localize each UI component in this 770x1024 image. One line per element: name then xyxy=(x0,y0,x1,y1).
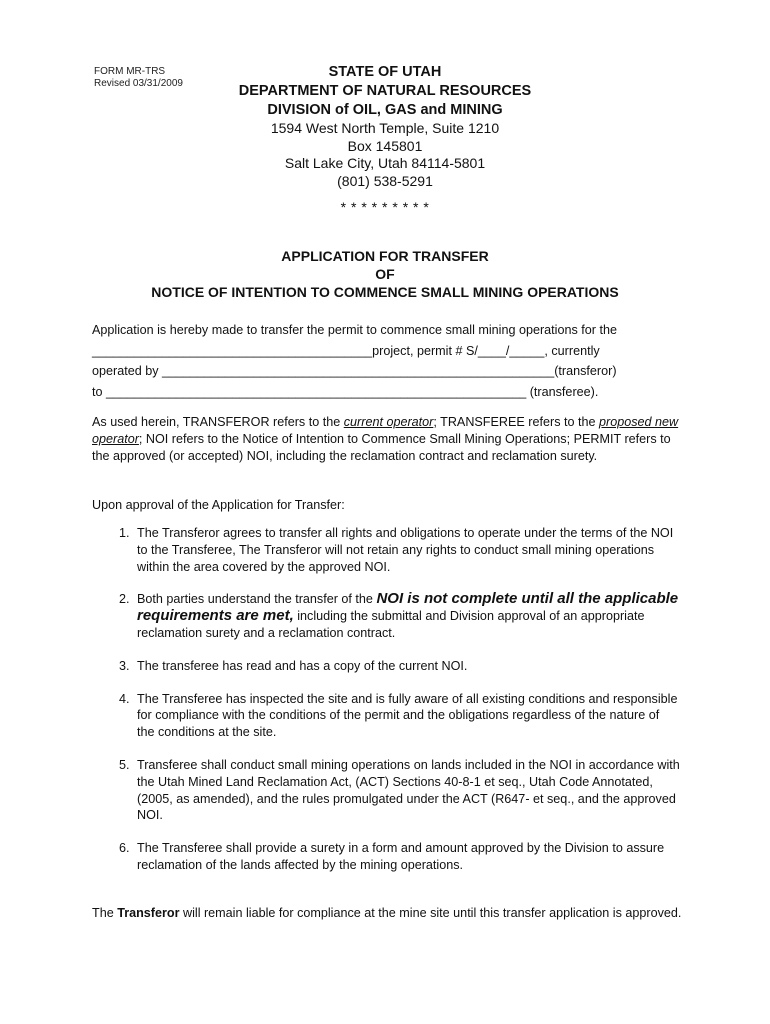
item-text: The Transferor agrees to transfer all rights and obligations to operate under the terms of the NOI to the Transferee, The Transferor will not retain any rights to conduct small mining operations within the area covered by the approved NOI. xyxy=(137,526,674,574)
item-number: 6. xyxy=(119,841,130,856)
department-name: DEPARTMENT OF NATURAL RESOURCES xyxy=(238,83,532,99)
division-name: DIVISION of OIL, GAS and MINING xyxy=(267,102,503,118)
definitions-text-1: As used herein, TRANSFEROR refers to the xyxy=(92,415,344,429)
item-number: 1. xyxy=(119,526,130,540)
transferor-term: Transferor xyxy=(117,906,180,920)
form-revision-date: Revised 03/31/2009 xyxy=(94,78,183,89)
item-text: The Transferee shall provide a surety in a form and amount approved by the Division to assure reclamation of the lands affected by the mining operations. xyxy=(137,841,665,872)
intro-line-transferor[interactable]: operated by ________________________________________________________(transferor) xyxy=(92,364,617,378)
list-item xyxy=(92,525,680,575)
closing-text-1: The xyxy=(92,906,118,920)
list-item xyxy=(92,757,680,824)
item-text: Transferee shall conduct small mining operations on lands included in the NOI in accordance with the Utah Mined Land Reclamation Act, (ACT) Sections 40-8-1 et seq., Utah Code Annotated, (2005, as amended), and the rules promulgated under the ACT (R647- et seq., and the approved NOI. xyxy=(137,757,680,823)
intro-line-1: Application is hereby made to transfer the permit to commence small mining operations for the xyxy=(92,323,617,337)
definitions-text-3: ; NOI refers to the Notice of Intention to Commence Small Mining Operations; PERMIT refers to the approved (or accepted) NOI, including the reclamation contract and reclamation surety. xyxy=(92,432,671,463)
address-box: Box 145801 xyxy=(347,137,423,154)
definitions-paragraph xyxy=(92,414,682,465)
intro-line-transferee[interactable]: to ____________________________________________________________ (transferee). xyxy=(92,384,599,399)
closing-text-2: will remain liable for compliance at the mine site until this transfer application is approved. xyxy=(179,906,682,920)
proposed-operator-term: proposed new operator xyxy=(92,415,679,446)
current-operator-term: current operator xyxy=(343,415,434,429)
item-text: including the submittal and Division approval of an appropriate reclamation surety and a reclamation contract. xyxy=(137,609,645,640)
title-line-2: OF xyxy=(375,266,395,282)
form-number: FORM MR-TRS xyxy=(94,66,166,77)
upon-approval-heading: Upon approval of the Application for Transfer: xyxy=(92,498,345,512)
item-text: Both parties understand the transfer of the xyxy=(137,592,377,607)
title-line-1: APPLICATION FOR TRANSFER xyxy=(281,248,489,264)
closing-paragraph xyxy=(92,905,682,922)
item-number: 3. xyxy=(119,658,130,673)
terms-list xyxy=(92,525,680,890)
address-street: 1594 West North Temple, Suite 1210 xyxy=(270,120,500,136)
list-item xyxy=(92,840,680,874)
address-city: Salt Lake City, Utah 84114-5801 xyxy=(284,155,486,171)
item-number: 5. xyxy=(119,757,130,772)
agency-header xyxy=(0,63,770,215)
document-title xyxy=(0,247,770,301)
item-text: The transferee has read and has a copy of the current NOI. xyxy=(137,658,468,673)
application-intro xyxy=(92,320,682,402)
list-item xyxy=(92,591,680,641)
phone-number: (801) 538-5291 xyxy=(337,172,433,189)
intro-line-project-permit[interactable]: ________________________________________project, permit # S/____/_____, currently xyxy=(92,343,600,358)
list-item xyxy=(92,691,680,741)
separator-stars: * * * * * * * * * xyxy=(340,199,430,215)
item-number: 4. xyxy=(119,691,130,706)
title-line-3: NOTICE OF INTENTION TO COMMENCE SMALL MINING OPERATIONS xyxy=(151,284,619,300)
state-name: STATE OF UTAH xyxy=(328,64,442,80)
item-number: 2. xyxy=(119,592,130,607)
list-item xyxy=(92,658,680,675)
item-text: The Transferee has inspected the site and is fully aware of all existing conditions and responsible for compliance with the conditions of the permit and the obligations regardless of the nature of the conditions at the site. xyxy=(137,691,678,740)
emphasized-requirement: NOI is not complete until all the applicable requirements are met, xyxy=(137,590,679,625)
definitions-text-2: ; TRANSFEREE refers to the xyxy=(433,415,599,429)
